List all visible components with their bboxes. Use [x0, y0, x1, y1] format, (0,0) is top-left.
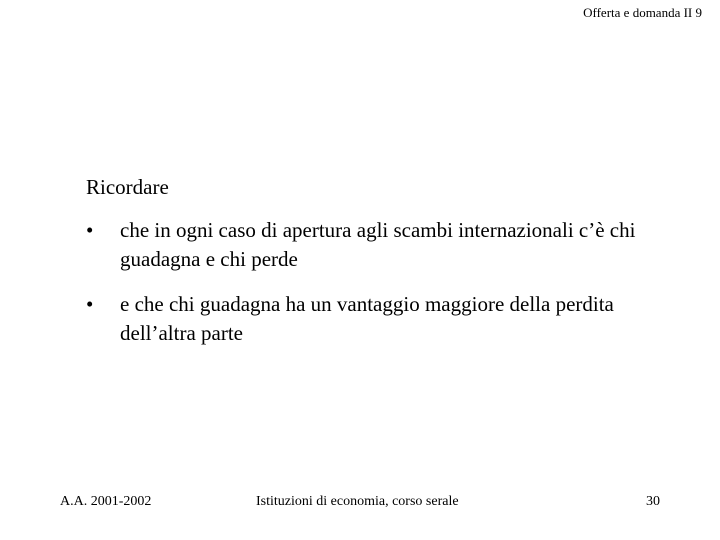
- footer-academic-year: A.A. 2001-2002: [60, 494, 152, 509]
- footer-course-name: Istituzioni di economia, corso serale: [256, 494, 459, 509]
- bullet-dot-icon: •: [86, 292, 94, 316]
- bullet-item: [86, 216, 646, 274]
- footer-page-number: 30: [646, 494, 660, 509]
- slide-heading: Ricordare: [86, 175, 169, 199]
- bullet-list: [86, 216, 646, 364]
- bullet-text: e che chi guadagna ha un vantaggio maggiore della perdita dell’altra parte: [120, 292, 614, 345]
- bullet-dot-icon: •: [86, 218, 94, 242]
- header-title: Offerta e domanda II 9: [583, 5, 702, 20]
- bullet-text: che in ogni caso di apertura agli scambi internazionali c’è chi guadagna e chi perde: [120, 218, 636, 271]
- bullet-item: [86, 290, 646, 348]
